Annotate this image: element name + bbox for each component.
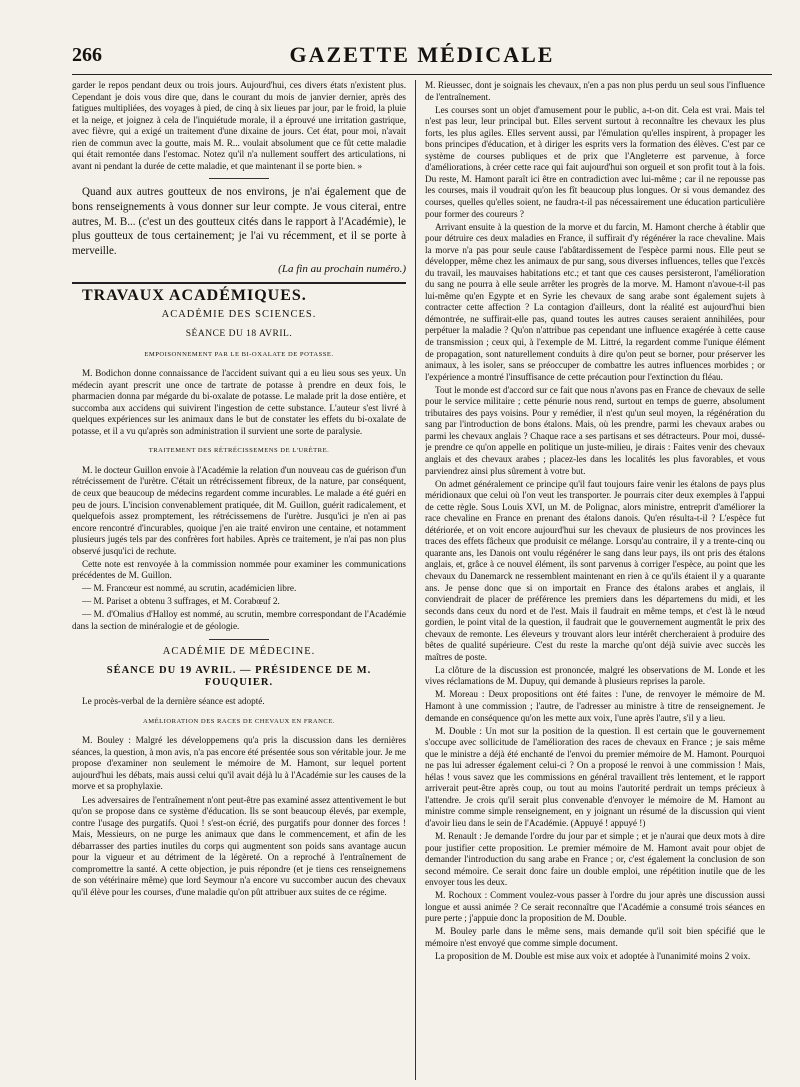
continuation-note: (La fin au prochain numéro.) [278, 263, 406, 276]
paragraph: — M. Francœur est nommé, au scrutin, académicien libre. [82, 583, 297, 594]
paragraph: La proposition de M. Double est mise aux voix et adoptée à l'unanimité moins 2 voix. [435, 950, 751, 961]
seance-heading: SÉANCE DU 18 AVRIL. [185, 328, 293, 339]
divider [209, 178, 269, 179]
paragraph: Arrivant ensuite à la question de la morve et du farcin, M. Hamont cherche à établir que pour détruire ces deux maladies en France, il suffirait d'y régénérer la race chevaline. Mais la morve n'a pas pour seule cause l'abâtardissement de l'espèce parmi nous. Elle peut se développer, même chez les animaux de pur sang, sous diverses influences, telles que l'excès du travail, les mauvaises habitations etc.; et tant que ces causes persisteront, l'amélioration du sang ne pourra à elle seule arrêter les progrès de la morve. M. Hamont n'avoue-t-il pas lui-même qu'en Egypte et en Syrie les chevaux de sang arabe sont également sujets à contracter cette affection ? La contagion d'ailleurs, dont la réalité est aujourd'hui bien démontrée, ne suffirait-elle pas, quand toutes les autres causes seraient annihilées, pour perpétuer la maladie ? Qu'on n'attribue pas cependant une influence exagérée à cette cause de transmission ; ceux qui, à l'exemple de M. Littré, la regardent comme l'unique élément de propagation, sont naturellement conduits à dire qu'on peut se borner, pour préserver les animaux, à les isoler, sans se préoccuper de combattre les autres influences morbides ; or l'expérience a montré l'insuffisance de cette précaution pour l'extinction du fléau. [425, 221, 765, 382]
left-column [72, 80, 406, 1080]
seance-heading: SÉANCE DU 19 AVRIL. — PRÉSIDENCE DE M. FOUQUIER. [106, 665, 372, 688]
paragraph: M. Double : Un mot sur la position de la question. Il est certain que le gouvernement s'occupe avec sollicitude de l'amélioration des races de chevaux en France ; je sais même que le ministre a déjà été enchanté de l'envoi du premier mémoire de M. Hamont. Pourquoi ne pas lui adresser également celui-ci ? On a proposé le renvoi à une commission ! Mais, hélas ! vous savez que les commissions en général travaillent très lentement, et le rapport arriverait peut-être après coup, ou tout au moins l'autorité perdrait un temps précieux à l'attendre. Je crois qu'il serait plus convenable d'envoyer le mémoire de M. Hamont au ministre comme simple renseignement, en y joignant un résumé de la discussion qui vient d'avoir lieu dans le sein de l'Académie. (Appuyé ! appuyé !) [425, 725, 765, 828]
subheading: AMÉLIORATION DES RACES DE CHEVAUX EN FRANCE. [142, 717, 336, 725]
paragraph: On admet généralement ce principe qu'il faut toujours faire venir les étalons de pays plus méridionaux que celui où l'on veut les transporter. Je pourrais citer deux exemples à l'appui de cette règle. Sous Louis XVI, un M. de Polignac, alors ministre, entreprit d'améliorer la race chevaline en France en prenant des étalons danois. Qu'en résulta-t-il ? L'espèce fut détériorée, et on voit encore aujourd'hui sur les chevaux de plusieurs de nos provinces les traces des effets fâcheux que produisit ce mélange. Lorsqu'au contraire, il y a trente-cinq ou quarante ans, les Danois ont voulu régénérer le sang dans leur pays, ils ont pris des étalons anglais, et, grâce à ce nouvel élément, ils sont parvenus à corriger l'espèce, au point que les chevaux du Danemarck ne ressemblent maintenant en rien à ce qu'ils étaient il y a quarante ans. Je pense donc que si on importait en France des étalons arabes et anglais, il conviendrait de placer de préférence les premiers dans les départemens du midi, et les seconds dans ceux du nord et de l'est. Mais il faudrait en même temps, et c'est là le nœud gordien, le point vital de la question, il faudrait que le gouvernement augmentât le prix des chevaux de remonte. Les éleveurs y trouvant alors leur intérêt chercheraient à produire des bêtes de qualité supérieure. C'est du reste la marche qu'ont déjà suivie avec succès les maîtres de poste. [425, 478, 765, 662]
paragraph: M. Rieussec, dont je soignais les chevaux, n'en a pas non plus perdu un seul sous l'influence de l'entraînement. [425, 80, 765, 102]
paragraph: Cette note est renvoyée à la commission nommée pour examiner les communications précédentes de M. Guillon. [72, 558, 406, 581]
paragraph: M. Moreau : Deux propositions ont été faites : l'une, de renvoyer le mémoire de M. Hamont à une commission ; l'autre, de l'adresser au ministre à titre de renseignement. Je demande en conséquence qu'on les mette aux voix, l'une après l'autre, s'il y a lieu. [425, 689, 765, 723]
paragraph: M. Bodichon donne connaissance de l'accident suivant qui a eu lieu sous ses yeux. Un médecin ayant prescrit une once de tartrate de potasse à prendre en deux fois, le pharmacien donna par mégarde du bi-oxalate de potasse. Le malade prit la dose entière, et succomba aux accidens qui suivirent l'ingestion de cette substance. L'auteur s'est livré à quelques expériences sur les animaux dans le but de constater les effets du bi-oxalate de potasse, et il a vu qu'après son administration il survient une sorte de paralysie. [72, 368, 406, 436]
page-number: 266 [72, 44, 102, 66]
paragraph: Le procès-verbal de la dernière séance est adopté. [82, 696, 265, 707]
paragraph: Quand aux autres goutteux de nos environs, je n'ai également que de bons renseignements à vous donner sur leur compte. Je vous citerai, entre autres, M. B... (c'est un des goutteux cités dans le rapport à l'Académie), le plus goutteux de tous certainement; je l'ai vu récemment, et il se porte à merveille. [72, 186, 406, 257]
section-divider [72, 282, 406, 284]
paragraph: Les adversaires de l'entraînement n'ont peut-être pas examiné assez attentivement le but qu'on se propose dans ce système d'éducation. Ils se sont beaucoup élevés, par exemple, contre l'usage des purgatifs. Quoi ! s'est-on écrié, des purgatifs pour donner des forces ! Mais, Messieurs, on ne purge les animaux que dans le commencement, et afin de les débarrasser des parties inutiles du corps qui augmentent son poids sans avantage aucun pour la vigueur et au détriment de la légèreté. On a reproché à l'entraînement de compromettre la santé. A cette objection, je puis répondre (et je tiens ces renseignemens de son vétérinaire même) que lord Seymour n'a encore vu succomber aucun des chevaux qu'il élève pour les courses, d'une maladie qu'on pût attribuer aux suites de ce régime. [72, 794, 406, 897]
page-header [72, 40, 772, 75]
subheading: EMPOISONNEMENT PAR LE BI-OXALATE DE POTASSE. [144, 350, 334, 358]
paragraph: La clôture de la discussion est prononcée, malgré les observations de M. Londe et les vives réclamations de M. Dupuy, qui demande à plusieurs reprises la parole. [425, 664, 765, 687]
academy-heading: ACADÉMIE DE MÉDECINE. [162, 645, 316, 657]
paragraph: M. Bouley : Malgré les développemens qu'a pris la discussion dans les dernières séances, la question, à mon avis, n'a pas encore été présentée sous son véritable jour. Je me propose d'examiner non seulement le mémoire de M. Hamont, sur lequel portent aujourd'hui les débats, mais aussi celui qu'il avait déjà lu à l'Académie sur les causes de la morve et sa prophylaxie. [72, 735, 406, 792]
paragraph: Les courses sont un objet d'amusement pour le public, a-t-on dit. Cela est vrai. Mais tel n'est pas leur, leur principal but. Elles servent surtout à reconnaître les chevaux les plus forts, les plus agiles. Elles servent aussi, par l'émulation qu'elles inspirent, à propager les bons principes d'éducation, et à diriger les esprits vers la formation des élèves. C'est par ce système de courses publiques et de prix que l'Angleterre est parvenue, à force d'améliorations, à créer cette race qui fait aujourd'hui son orgueil et son profit tout à la fois. Du reste, M. Hamont paraît ici être en contradiction avec lui-même ; car il ne repousse pas les courses, mais il voudrait qu'on les fît beaucoup plus longues. Or si vous demandez des courses, quelles qu'elles soient, ne faudra-t-il pas nécessairement une éducation particulière pour former des coureurs ? [425, 104, 765, 219]
paragraph: Tout le monde est d'accord sur ce fait que nous n'avons pas en France de chevaux de selle pour le service militaire ; cette pénurie nous rend, surtout en temps de guerre, absolument tributaires des pays voisins. Pour y remédier, il n'est qu'un seul moyen, la régénération du sang par l'introduction de bons étalons. Mais, où les prendre, parmi les chevaux arabes ou parmi les chevaux anglais ? Chaque race a ses partisans et ses détracteurs. Pour moi, dussé-je prendre ce qu'on appelle en politique un juste-milieu, je dirais : Faites venir des chevaux anglais et des chevaux arabes ; placez-les dans les localités les plus favorables, et vous parviendrez ainsi plus sûrement à votre but. [425, 384, 765, 476]
paragraph: M. Rochoux : Comment voulez-vous passer à l'ordre du jour après une discussion aussi longue et aussi animée ? Ce serait reconnaître que l'Académie a consumé trois séances en pure perte ; j'appuie donc la proposition de M. Double. [425, 890, 765, 924]
academy-heading: ACADÉMIE DES SCIENCES. [161, 309, 317, 321]
section-title: TRAVAUX ACADÉMIQUES. [82, 286, 307, 304]
divider [209, 639, 269, 640]
paragraph: — M. d'Omalius d'Halloy est nommé, au scrutin, membre correspondant de l'Académie dans la section de minéralogie et de géologie. [72, 609, 406, 632]
paragraph: garder le repos pendant deux ou trois jours. Aujourd'hui, ces divers états n'existent plus. Cependant je dois vous dire que, dans le courant du mois de janvier dernier, après des fatigues multipliées, des voyages à pied, de cinq à six lieues par jour, par le froid, la pluie et la neige, et joignez à cela de l'inquiétude morale, il a éprouvé une irritation gastrique, avec fièvre, qui a exigé un traitement d'une dixaine de jours. Cet état, pour moi, n'avait rien de commun avec la goutte, mais M. R... voulait absolument que ce fût cette maladie qui était remontée dans l'estomac. Notez qu'il n'a nullement souffert des articulations, ni avant ni pendant la durée de cette maladie, et que maintenant il se porte bien. » [72, 80, 406, 171]
subheading: TRAITEMENT DES RÉTRÉCISSEMENS DE L'URÈTRE. [148, 447, 330, 455]
paragraph: M. Bouley parle dans le même sens, mais demande qu'il soit bien spécifié que le mémoire n'est envoyé que comme simple document. [425, 926, 765, 948]
paragraph: M. le docteur Guillon envoie à l'Académie la relation d'un nouveau cas de guérison d'un rétrécissement de l'urètre. C'était un rétrécissement fibreux, de la nature, par conséquent, de ceux que beaucoup de médecins regardent comme incurables. Le malade a été guéri en peu de jours. L'incision convenablement pratiquée, dit M. Guillon, guérit radicalement, et quelquefois assez promptement, les rétrécissemens de l'urètre. Jusqu'ici je n'en ai pas encore rencontré d'incurables, quoique j'en aie traité environ une centaine, et notamment plusieurs jugés tels par des confrères fort habiles. Après ce traitement, je n'ai pas non plus observé jusqu'ici de rechute. [72, 464, 406, 556]
paragraph: M. Renault : Je demande l'ordre du jour par et simple ; et je n'aurai que deux mots à dire pour justifier cette proposition. Le premier mémoire de M. Hamont avait pour objet de demander l'introduction du sang arabe en France ; or, c'est également la conclusion de son second mémoire. Ce serait donc faire un double emploi, une répétition inutile que de les envoyer tous les deux. [425, 831, 765, 888]
paragraph: — M. Pariset a obtenu 3 suffrages, et M. Corabœuf 2. [82, 596, 280, 607]
right-column [425, 80, 765, 1080]
journal-title: GAZETTE MÉDICALE [289, 42, 555, 67]
column-divider [415, 80, 416, 1080]
